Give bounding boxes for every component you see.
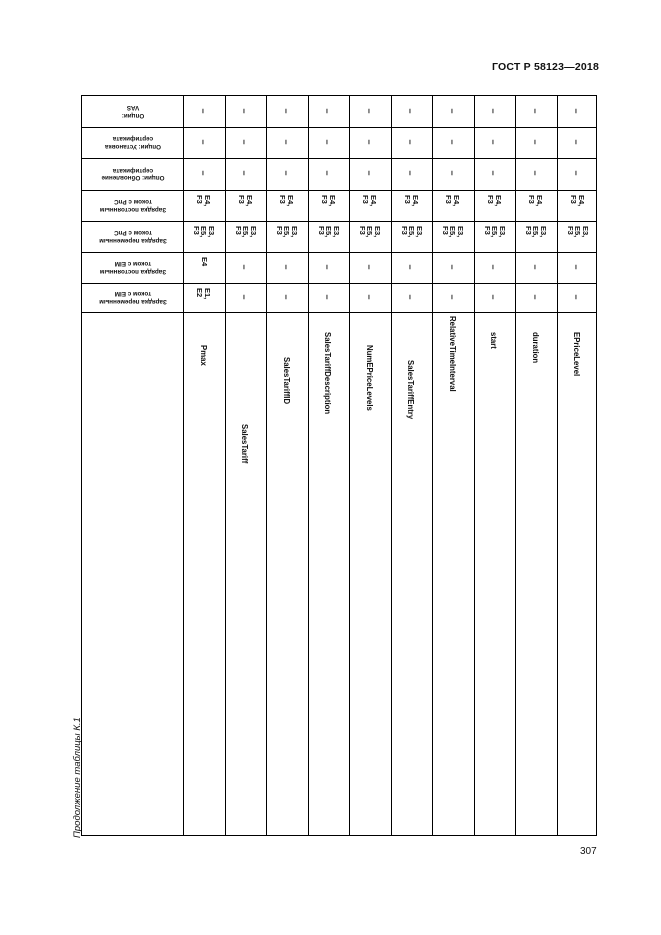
table-cell-empty: –	[530, 293, 541, 300]
table-cell-value: E3, E5, F3	[357, 226, 383, 238]
table-grid-line	[82, 221, 596, 222]
table-grid-line	[82, 158, 596, 159]
table-cell-empty: –	[405, 170, 416, 176]
row-signal-name: SalesTariffDescription	[323, 332, 333, 415]
table-grid-line	[474, 96, 475, 835]
table-cell-value: E4, F3	[195, 195, 213, 207]
row-signal-name: SalesTariffEntry	[406, 360, 416, 420]
table-cell-empty: –	[405, 138, 416, 145]
table-grid-line	[391, 96, 392, 835]
table-cell-empty: –	[447, 107, 458, 114]
table-cell-empty: –	[281, 293, 292, 300]
table-cell-empty: –	[571, 107, 582, 114]
column-header-line: Зарядка переменным	[99, 236, 167, 244]
table-cell-empty: –	[322, 107, 333, 114]
column-header	[88, 225, 178, 248]
table-cell-empty: –	[364, 170, 375, 176]
table-cell-value: E4	[199, 257, 209, 267]
table-cell-empty: –	[322, 293, 333, 300]
column-header-line: Зарядка переменным	[99, 297, 167, 305]
table-cell-empty: –	[198, 107, 209, 114]
table-cell-empty: –	[530, 107, 541, 114]
column-header	[88, 287, 178, 308]
row-signal-name: start	[489, 332, 499, 349]
table-cell-value: E4, F3	[403, 195, 420, 207]
column-header-line: Опции: Обновление	[101, 174, 165, 182]
table-cell-empty: –	[530, 170, 541, 176]
column-header-line: Опции:	[121, 111, 145, 119]
table-cell-empty: –	[571, 170, 582, 176]
table-cell-empty: –	[364, 107, 375, 114]
table-cell-value: E1, E2	[195, 288, 213, 300]
table-cell-empty: –	[281, 170, 292, 176]
column-header-line: током с PnC	[114, 198, 152, 206]
table-cell-value: E3, E5, F3	[233, 226, 258, 238]
table-cell-empty: –	[405, 293, 416, 300]
column-header-line: VAS	[126, 104, 140, 112]
table-cell-empty: –	[488, 138, 499, 145]
table-cell-empty: –	[281, 263, 292, 270]
table-cell-value: E3, E5, F3	[482, 226, 507, 238]
table-cell-value: E3, E5, F3	[565, 226, 590, 238]
table-cell-empty: –	[198, 138, 209, 145]
table-grid-line	[82, 312, 596, 313]
table-cell-value: E3, E5, F3	[191, 226, 217, 238]
table-grid-line	[349, 96, 350, 835]
column-header	[88, 100, 178, 123]
column-header	[88, 256, 178, 279]
table-grid-line	[82, 252, 596, 253]
table-cell-empty: –	[447, 293, 458, 300]
table-cell-value: E4, F3	[486, 195, 503, 207]
column-header-line: током с EIM	[114, 260, 152, 268]
table-grid-line	[82, 283, 596, 284]
table-grid-line	[557, 96, 558, 835]
table-cell-value: E3, E5, F3	[399, 226, 424, 238]
row-signal-name: RelativeTimeInterval	[447, 316, 457, 392]
table-cell-value: E3, E5, F3	[523, 226, 549, 238]
table-grid-line	[432, 96, 433, 835]
table-cell-empty: –	[322, 138, 333, 145]
column-header	[88, 131, 178, 154]
table-cell-empty: –	[364, 138, 375, 145]
table-grid-line	[82, 190, 596, 191]
page-number: 307	[580, 846, 597, 857]
table-cell-empty: –	[281, 107, 292, 114]
standard-designation: ГОСТ Р 58123—2018	[491, 61, 599, 73]
table-grid-line	[308, 96, 309, 835]
table-cell-value: E3, E5, F3	[316, 226, 341, 238]
table-cell-empty: –	[488, 263, 499, 270]
table-cell-value: E4, F3	[237, 195, 254, 207]
table-cell-empty: –	[322, 170, 333, 176]
column-header-line: сертификата	[112, 167, 154, 174]
column-header-line: Зарядка постоянным	[99, 205, 167, 213]
table-cell-empty: –	[364, 263, 375, 270]
table-cell-empty: –	[530, 138, 541, 145]
table-cell-empty: –	[488, 107, 499, 114]
table-cell-empty: –	[239, 263, 250, 270]
table-cell-empty: –	[488, 170, 499, 176]
row-signal-name: SalesTariffID	[281, 357, 291, 405]
table-grid-line	[266, 96, 267, 835]
row-signal-name: duration	[530, 332, 540, 364]
table-continuation-caption: Продолжение таблицы К.1	[72, 717, 83, 838]
column-header-line: током с PnC	[114, 229, 152, 237]
row-signal-name: EPriceLevel	[572, 332, 582, 377]
table-cell-value: E4, F3	[278, 195, 296, 207]
column-header	[88, 194, 178, 217]
table-grid-line	[225, 96, 226, 835]
table-cell-value: E4, F3	[444, 195, 462, 207]
column-header	[88, 162, 178, 186]
table-cell-value: E4, F3	[320, 195, 337, 207]
table-cell-value: E4, F3	[569, 195, 586, 207]
table-cell-empty: –	[364, 293, 375, 300]
row-signal-name: SalesTariff	[240, 424, 250, 464]
data-table	[81, 95, 597, 836]
table-cell-empty: –	[405, 263, 416, 270]
table-cell-value: E4, F3	[361, 195, 379, 207]
table-cell-empty: –	[239, 293, 250, 300]
table-cell-empty: –	[281, 138, 292, 145]
table-cell-empty: –	[447, 263, 458, 270]
column-header-line: током с EIM	[114, 290, 152, 298]
table-cell-empty: –	[239, 138, 250, 145]
table-cell-empty: –	[322, 263, 333, 270]
table-cell-empty: –	[198, 170, 209, 176]
table-cell-empty: –	[447, 170, 458, 176]
table-cell-value: E4, F3	[527, 195, 545, 207]
table-cell-empty: –	[571, 263, 582, 270]
column-header-line: Опции: Установка	[105, 142, 161, 150]
table-cell-empty: –	[571, 293, 582, 300]
table-cell-empty: –	[530, 263, 541, 270]
table-cell-empty: –	[239, 107, 250, 114]
column-header-line: сертификата	[112, 135, 154, 143]
table-grid-line	[515, 96, 516, 835]
table-grid-line	[82, 127, 596, 128]
table-cell-empty: –	[488, 293, 499, 300]
table-cell-value: E3, E5, F3	[440, 226, 466, 238]
column-header-line: Зарядка постоянным	[99, 267, 167, 275]
table-cell-empty: –	[239, 170, 250, 176]
row-signal-name: Pmax	[198, 345, 208, 366]
row-signal-name: NumEPriceLevels	[364, 345, 374, 411]
table-cell-empty: –	[571, 138, 582, 145]
table-grid-line	[183, 96, 184, 835]
table-cell-empty: –	[405, 107, 416, 114]
table-cell-value: E3, E5, F3	[274, 226, 300, 238]
table-cell-empty: –	[447, 138, 458, 145]
